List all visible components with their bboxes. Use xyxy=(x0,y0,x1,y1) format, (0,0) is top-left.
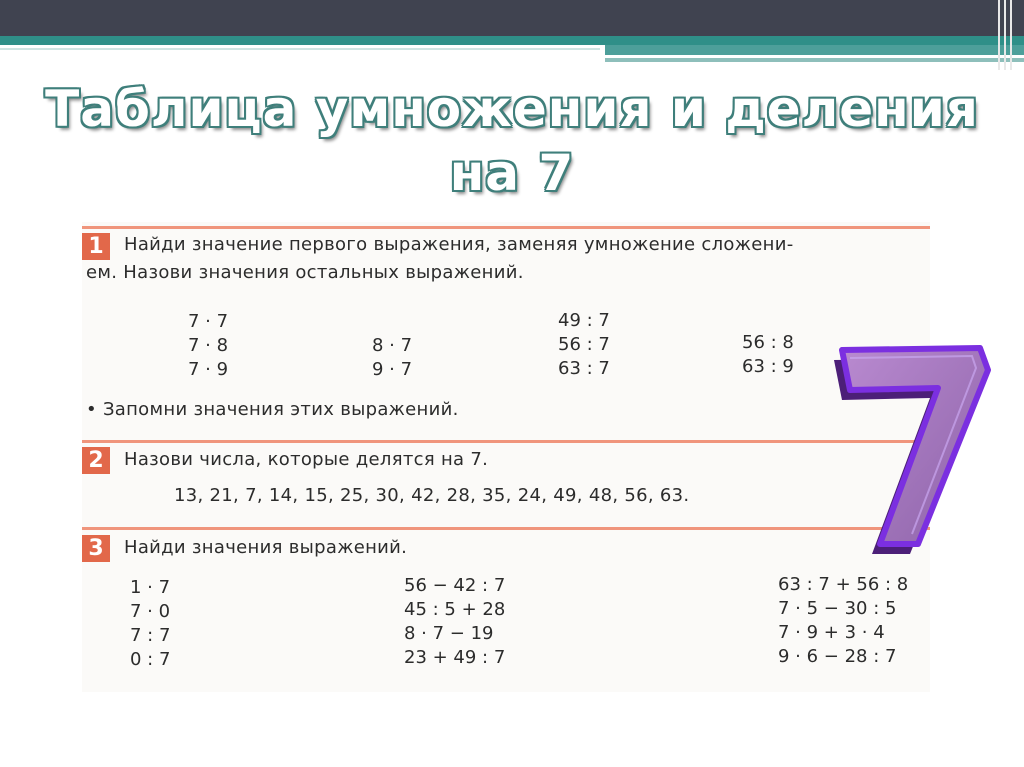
slide-title-line2: на 7 xyxy=(449,144,575,202)
slide-title: Таблица умножения и деления xyxy=(45,80,979,138)
number-list: 13, 21, 7, 14, 15, 25, 30, 42, 28, 35, 24, 49, 48, 56, 63. xyxy=(174,485,690,506)
expression-column xyxy=(558,309,610,381)
expression: 9 · 7 xyxy=(372,359,413,380)
task-number-badge: 1 xyxy=(82,233,110,260)
task-note: • Запомни значения этих выражений. xyxy=(86,399,459,420)
header-stripe-right xyxy=(605,45,1024,55)
expression: 23 + 49 : 7 xyxy=(404,647,506,668)
expression-column xyxy=(778,573,908,669)
expression: 7 · 0 xyxy=(130,601,171,622)
big-seven-label: 7 xyxy=(820,318,821,319)
expression: 7 : 7 xyxy=(130,625,171,646)
expression: 56 − 42 : 7 xyxy=(404,575,506,596)
header-divider xyxy=(1004,0,1006,70)
expression: 7 · 5 − 30 : 5 xyxy=(778,598,897,619)
expression: 63 : 7 xyxy=(558,358,610,379)
expression-column xyxy=(188,310,228,382)
expression: 63 : 7 + 56 : 8 xyxy=(778,574,909,595)
task-divider xyxy=(82,527,930,530)
big-seven-digit xyxy=(820,318,1000,558)
expression-column xyxy=(742,331,794,379)
expression: 7 · 8 xyxy=(188,335,229,356)
task-text: Назови числа, которые делятся на 7. xyxy=(124,449,489,470)
task-text: Найди значение первого выражения, заменяя умножение сложени- xyxy=(124,234,794,255)
expression: 0 : 7 xyxy=(130,649,171,670)
expression: 9 · 6 − 28 : 7 xyxy=(778,646,897,667)
expression: 7 · 9 + 3 · 4 xyxy=(778,622,885,643)
task-divider xyxy=(82,440,930,443)
expression: 8 · 7 − 19 xyxy=(404,623,494,644)
expression: 7 · 7 xyxy=(188,311,229,332)
header-line-right xyxy=(605,58,1024,62)
header-line xyxy=(0,48,600,50)
task-number-badge: 3 xyxy=(82,535,110,562)
expression: 7 · 9 xyxy=(188,359,229,380)
expression: 56 : 8 xyxy=(742,332,794,353)
header-stripe xyxy=(0,36,1024,45)
task-divider xyxy=(82,226,930,229)
expression-column xyxy=(130,576,170,672)
expression-column xyxy=(372,334,412,382)
task-number-badge: 2 xyxy=(82,447,110,474)
expression: 8 · 7 xyxy=(372,335,413,356)
task-text: Найди значения выражений. xyxy=(124,537,408,558)
expression: 63 : 9 xyxy=(742,356,794,377)
header-divider xyxy=(1010,0,1012,70)
expression: 45 : 5 + 28 xyxy=(404,599,506,620)
expression: 56 : 7 xyxy=(558,334,610,355)
task-text: ем. Назови значения остальных выражений. xyxy=(86,262,524,283)
expression: 1 · 7 xyxy=(130,577,171,598)
header-bar xyxy=(0,0,1024,36)
expression: 49 : 7 xyxy=(558,310,610,331)
header-divider xyxy=(998,0,1000,70)
expression-column xyxy=(404,574,505,670)
